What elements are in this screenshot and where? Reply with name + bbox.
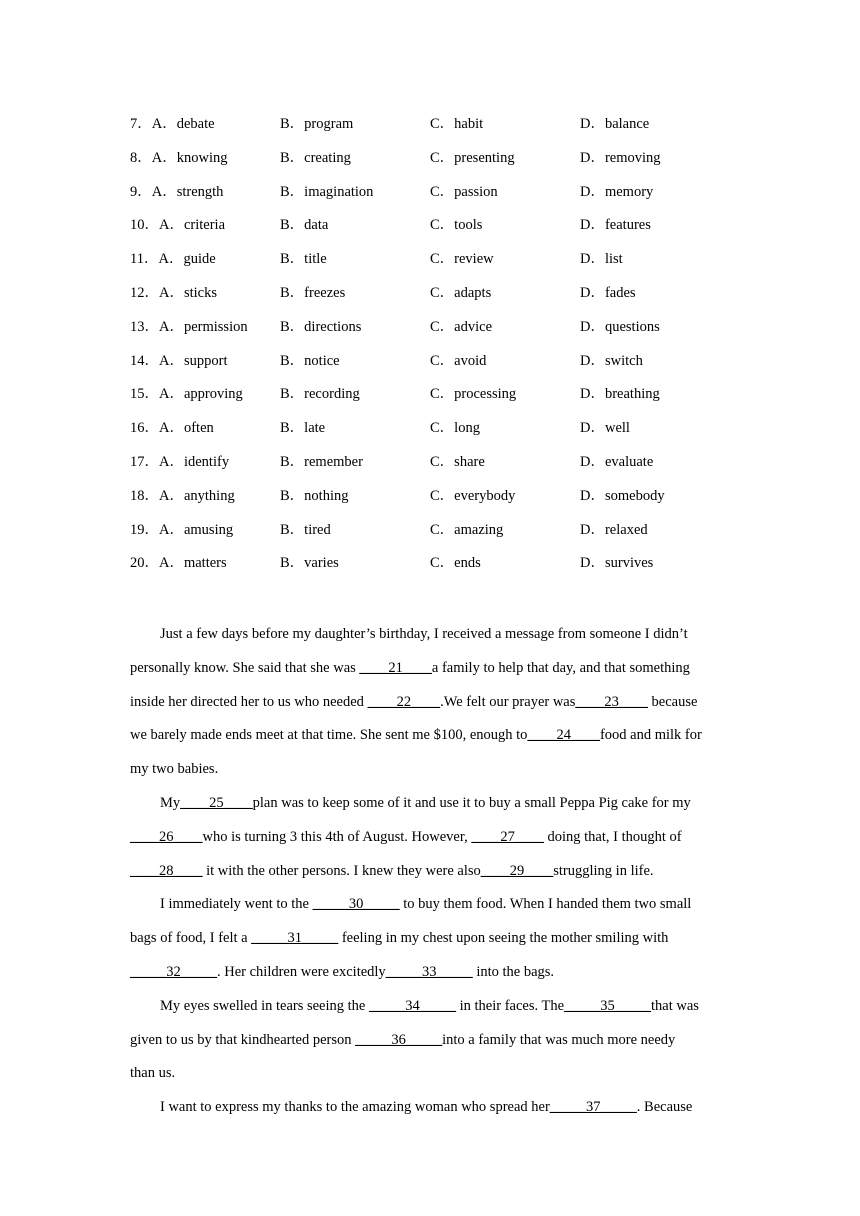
option-c: C．review	[430, 251, 494, 268]
passage-line	[130, 1091, 730, 1125]
passage-text: personally know. She said that she was	[130, 659, 360, 676]
option-a: A．sticks	[159, 284, 217, 301]
passage-text: into a family that was much more needy	[442, 1031, 676, 1048]
option-b: B．data	[280, 217, 329, 234]
passage-text: into the bags.	[472, 963, 555, 980]
question-row	[130, 518, 750, 552]
passage-line	[130, 652, 730, 686]
options-list	[130, 112, 750, 585]
passage-line	[130, 888, 730, 922]
option-c: C．share	[430, 453, 485, 470]
option-d: D．relaxed	[580, 521, 648, 538]
option-b: B．varies	[280, 555, 339, 572]
question-number: 14．	[130, 352, 159, 369]
passage-text: food and milk for	[599, 727, 702, 744]
blank-27: ____27____	[471, 828, 544, 845]
option-c: C．amazing	[430, 521, 504, 538]
passage-text: in their faces. The	[455, 997, 565, 1014]
blank-36: _____36_____	[355, 1031, 443, 1048]
blank-28: ____28____	[130, 862, 203, 879]
option-c: C．tools	[430, 217, 483, 234]
question-row	[130, 112, 750, 146]
blank-37: _____37_____	[549, 1099, 637, 1116]
blank-34: _____34_____	[368, 997, 456, 1014]
option-b: B．nothing	[280, 487, 349, 504]
blank-33: _____33_____	[385, 963, 473, 980]
question-number: 16．	[130, 420, 159, 437]
option-b: B．freezes	[280, 284, 346, 301]
question-row	[130, 450, 750, 484]
option-d: D．fades	[580, 284, 636, 301]
passage-text: I want to express my thanks to the amazing woman who spread her	[160, 1099, 550, 1116]
option-a: A．debate	[151, 116, 215, 132]
question-number: 7．	[130, 116, 152, 132]
option-d: D．features	[580, 217, 651, 234]
option-a: A．guide	[158, 251, 216, 268]
question-row	[130, 416, 750, 450]
passage-text: doing that, I thought of	[543, 828, 682, 845]
option-b: B．tired	[280, 521, 331, 538]
question-number: 13．	[130, 318, 159, 335]
option-a: A．approving	[159, 386, 243, 403]
question-row	[130, 382, 750, 416]
question-number: 17．	[130, 453, 159, 470]
passage-text: my two babies.	[130, 761, 219, 778]
option-a: A．anything	[159, 487, 235, 504]
question-number: 20．	[130, 555, 159, 572]
option-d: D．somebody	[580, 487, 665, 504]
option-d: D．questions	[580, 318, 660, 335]
option-a: A．support	[159, 352, 228, 369]
option-c: C．habit	[430, 116, 484, 132]
question-row	[130, 349, 750, 383]
question-row	[130, 484, 750, 518]
option-a: A．knowing	[151, 149, 228, 166]
question-number: 18．	[130, 487, 159, 504]
passage-text: than us.	[130, 1065, 176, 1082]
passage-text: we barely made ends meet at that time. She sent me $100, enough to	[130, 727, 528, 744]
option-c: C．ends	[430, 555, 481, 572]
passage-line	[130, 922, 730, 956]
passage-line	[130, 821, 730, 855]
question-number: 11．	[130, 251, 159, 268]
passage-line	[130, 686, 730, 720]
option-d: D．breathing	[580, 386, 660, 403]
blank-25: ____25____	[180, 794, 253, 811]
option-d: D．memory	[580, 183, 654, 200]
question-number: 9．	[130, 183, 152, 200]
option-c: C．passion	[430, 183, 498, 200]
option-a: A．identify	[159, 453, 230, 470]
option-c: C．advice	[430, 318, 493, 335]
option-c: C．long	[430, 420, 480, 437]
option-b: B．remember	[280, 453, 363, 470]
question-row	[130, 213, 750, 247]
passage-text: . Because	[636, 1099, 693, 1116]
blank-24: ____24____	[527, 727, 600, 744]
option-c: C．everybody	[430, 487, 516, 504]
passage-text: . Her children were excitedly	[217, 963, 386, 980]
blank-31: _____31_____	[251, 930, 339, 947]
option-a: A．often	[159, 420, 214, 437]
option-b: B．notice	[280, 352, 340, 369]
question-row	[130, 315, 750, 349]
option-a: A．strength	[151, 183, 224, 200]
passage-text: My	[160, 794, 181, 811]
blank-30: _____30_____	[312, 896, 400, 913]
question-number: 19．	[130, 521, 159, 538]
option-b: B．directions	[280, 318, 362, 335]
passage-line	[130, 787, 730, 821]
passage-line	[130, 618, 730, 652]
blank-23: ____23____	[575, 693, 648, 710]
question-row	[130, 180, 750, 214]
option-a: A．amusing	[159, 521, 234, 538]
option-b: B．title	[280, 251, 327, 268]
passage-text: because	[647, 693, 698, 710]
passage-line	[130, 956, 730, 990]
passage-text: Just a few days before my daughter’s birthday, I received a message from someone I didn’t	[160, 626, 688, 642]
option-d: D．list	[580, 251, 623, 268]
passage-line	[130, 719, 730, 753]
passage-text: a family to help that day, and that something	[431, 659, 690, 676]
question-row	[130, 551, 750, 585]
option-d: D．well	[580, 420, 630, 437]
question-row	[130, 281, 750, 315]
passage-text: that was	[651, 997, 699, 1014]
question-number: 12．	[130, 284, 159, 301]
passage-line	[130, 1057, 730, 1091]
passage-text: struggling in life.	[553, 862, 654, 879]
option-b: B．creating	[280, 149, 351, 166]
option-b: B．imagination	[280, 183, 374, 200]
question-number: 10．	[130, 217, 159, 234]
option-d: D．removing	[580, 149, 661, 166]
passage-text: bags of food, I felt a	[130, 930, 252, 947]
passage-line	[130, 1024, 730, 1058]
option-a: A．criteria	[159, 217, 226, 234]
option-c: C．avoid	[430, 352, 487, 369]
option-c: C．processing	[430, 386, 517, 403]
blank-32: _____32_____	[130, 963, 217, 980]
passage-text: plan was to keep some of it and use it to buy a small Peppa Pig cake for my	[252, 794, 691, 811]
option-b: B．program	[280, 116, 354, 132]
passage-text: .We felt our prayer was	[440, 693, 576, 710]
question-row	[130, 247, 750, 281]
option-a: A．matters	[159, 555, 227, 572]
passage-line	[130, 990, 730, 1024]
option-b: B．recording	[280, 386, 360, 403]
question-row	[130, 146, 750, 180]
option-d: D．balance	[580, 116, 650, 132]
blank-35: _____35_____	[564, 997, 652, 1014]
passage-text: who is turning 3 this 4th of August. However,	[202, 828, 472, 845]
question-number: 15．	[130, 386, 159, 403]
passage-text: to buy them food. When I handed them two small	[399, 896, 692, 913]
passage-text: inside her directed her to us who needed	[130, 693, 368, 710]
option-b: B．late	[280, 420, 326, 437]
passage-line	[130, 753, 730, 787]
option-d: D．evaluate	[580, 453, 654, 470]
passage-text: given to us by that kindhearted person	[130, 1031, 356, 1048]
blank-26: ____26____	[130, 828, 203, 845]
option-d: D．switch	[580, 352, 643, 369]
option-c: C．adapts	[430, 284, 492, 301]
blank-21: ____21____	[359, 659, 432, 676]
passage-line	[130, 855, 730, 889]
question-number: 8．	[130, 149, 152, 166]
option-c: C．presenting	[430, 149, 515, 166]
passage-text: My eyes swelled in tears seeing the	[160, 997, 369, 1014]
blank-29: ____29____	[480, 862, 554, 879]
passage-text: it with the other persons. I knew they were also	[202, 862, 481, 879]
cloze-passage	[130, 618, 730, 1125]
passage-text: feeling in my chest upon seeing the mother smiling with	[338, 930, 669, 947]
passage-text: I immediately went to the	[160, 896, 313, 913]
option-a: A．permission	[159, 318, 248, 335]
option-d: D．survives	[580, 555, 654, 572]
blank-22: ____22____	[367, 693, 441, 710]
